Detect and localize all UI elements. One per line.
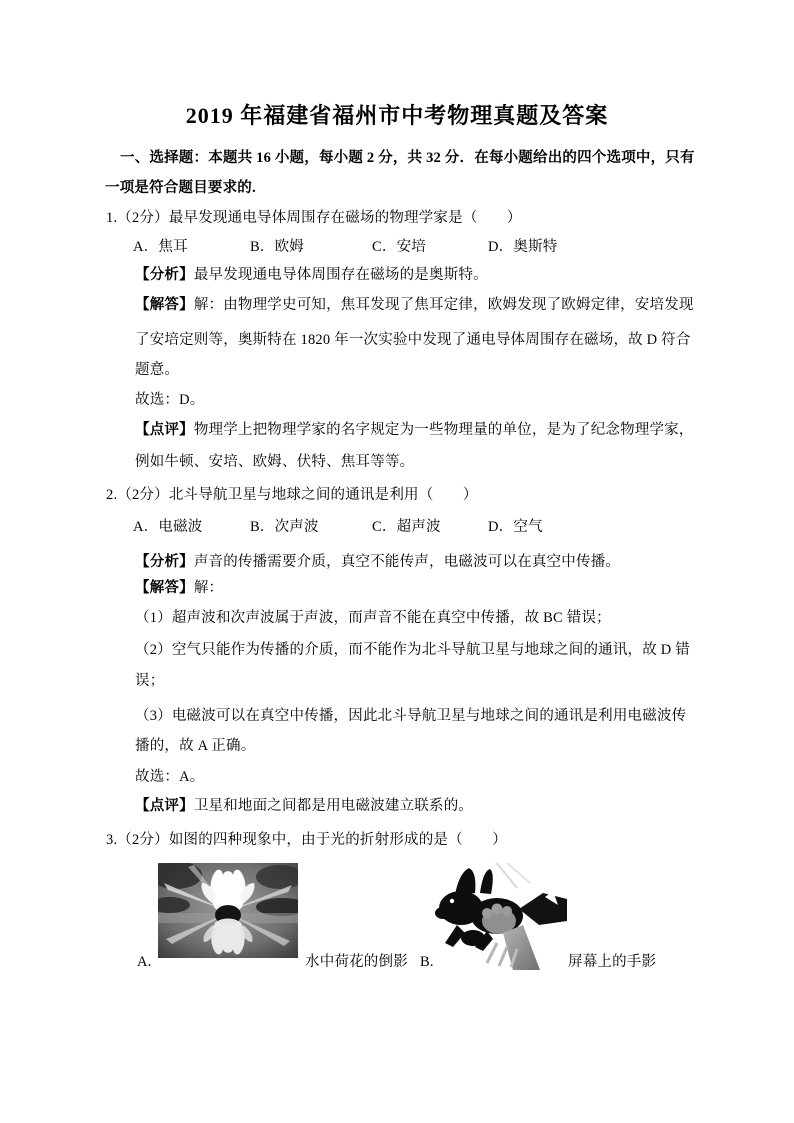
- q2-option-d: D．空气: [488, 519, 543, 535]
- q3-figure-a-caption: 水中荷花的倒影: [305, 954, 408, 970]
- q1-stem: 1.（2分）最早发现通电导体周围存在磁场的物理学家是（ ）: [106, 210, 522, 226]
- q3-figure-a-label: A.: [137, 954, 152, 970]
- analysis-label: 【分析】: [135, 554, 194, 570]
- q1-option-c: C．安培: [372, 239, 426, 255]
- page-title: 2019 年福建省福州市中考物理真题及答案: [185, 103, 609, 128]
- q3-stem: 3.（2分）如图的四种现象中，由于光的折射形成的是（ ）: [106, 832, 507, 848]
- q1-comment-text-1: 物理学上把物理学家的名字规定为一些物理量的单位，是为了纪念物理学家，: [193, 422, 694, 438]
- q1-analysis-line: [135, 266, 488, 284]
- q1-answer-text-1: 解：由物理学史可知，焦耳发现了焦耳定律，欧姆发现了欧姆定律，安培发现: [193, 297, 694, 313]
- q2-point-3-line-1: （3）电磁波可以在真空中传播，因此北斗导航卫星与地球之间的通讯是利用电磁波传: [135, 708, 687, 724]
- q2-stem: 2.（2分）北斗导航卫星与地球之间的通讯是利用（ ）: [106, 487, 478, 503]
- q2-answer-intro: [135, 579, 223, 597]
- q2-point-2-line-2: 误；: [135, 673, 165, 689]
- q2-comment-text: 卫星和地面之间都是用电磁波建立联系的。: [193, 798, 474, 814]
- answer-label: 【解答】: [135, 580, 194, 596]
- q2-point-1: （1）超声波和次声波属于声波，而声音不能在真空中传播，故 BC 错误；: [135, 610, 611, 626]
- q2-option-b: B．次声波: [250, 519, 319, 535]
- q2-point-3-line-2: 播的，故 A 正确。: [135, 738, 256, 754]
- q2-option-c: C．超声波: [372, 519, 441, 535]
- answer-label: 【解答】: [135, 297, 194, 313]
- comment-label: 【点评】: [135, 422, 194, 438]
- q2-option-a: A．电磁波: [133, 519, 203, 535]
- q2-answer-intro-text: 解：: [193, 580, 224, 596]
- q1-comment-line-1: [135, 421, 694, 439]
- lotus-reflection-image: [158, 863, 298, 958]
- q2-comment-line: [135, 797, 473, 815]
- q1-answer-choice: 故选：D。: [135, 392, 205, 408]
- q1-answer-line-1: [135, 296, 694, 314]
- q3-figure-b-caption: 屏幕上的手影: [568, 954, 657, 970]
- q1-answer-line-3: 题意。: [135, 362, 180, 378]
- q2-point-2-line-1: （2）空气只能作为传播的介质，而不能作为北斗导航卫星与地球之间的通讯，故 D 错: [135, 642, 690, 658]
- q3-figure-b-label: B.: [420, 954, 434, 970]
- q1-option-a: A．焦耳: [133, 239, 188, 255]
- q1-answer-line-2: 了安培定则等，奥斯特在 1820 年一次实验中发现了通电导体周围存在磁场，故 D 符合: [135, 332, 691, 348]
- q2-analysis-line: [135, 553, 620, 571]
- section-header-line-1: 一、选择题：本题共 16 小题，每小题 2 分，共 32 分．在每小题给出的四个选项中，只有: [120, 150, 695, 166]
- section-header-line-2: 一项是符合题目要求的.: [105, 180, 256, 196]
- q1-option-d: D．奥斯特: [488, 239, 558, 255]
- q1-option-b: B．欧姆: [250, 239, 304, 255]
- q2-analysis-text: 声音的传播需要介质，真空不能传声，电磁波可以在真空中传播。: [193, 554, 621, 570]
- hand-shadow-rabbit-image: [435, 863, 567, 970]
- q2-answer-choice: 故选：A。: [135, 769, 205, 785]
- comment-label: 【点评】: [135, 798, 194, 814]
- q1-analysis-text: 最早发现通电导体周围存在磁场的是奥斯特。: [193, 267, 488, 283]
- analysis-label: 【分析】: [135, 267, 194, 283]
- q1-comment-line-2: 例如牛顿、安培、欧姆、伏特、焦耳等等。: [135, 454, 415, 470]
